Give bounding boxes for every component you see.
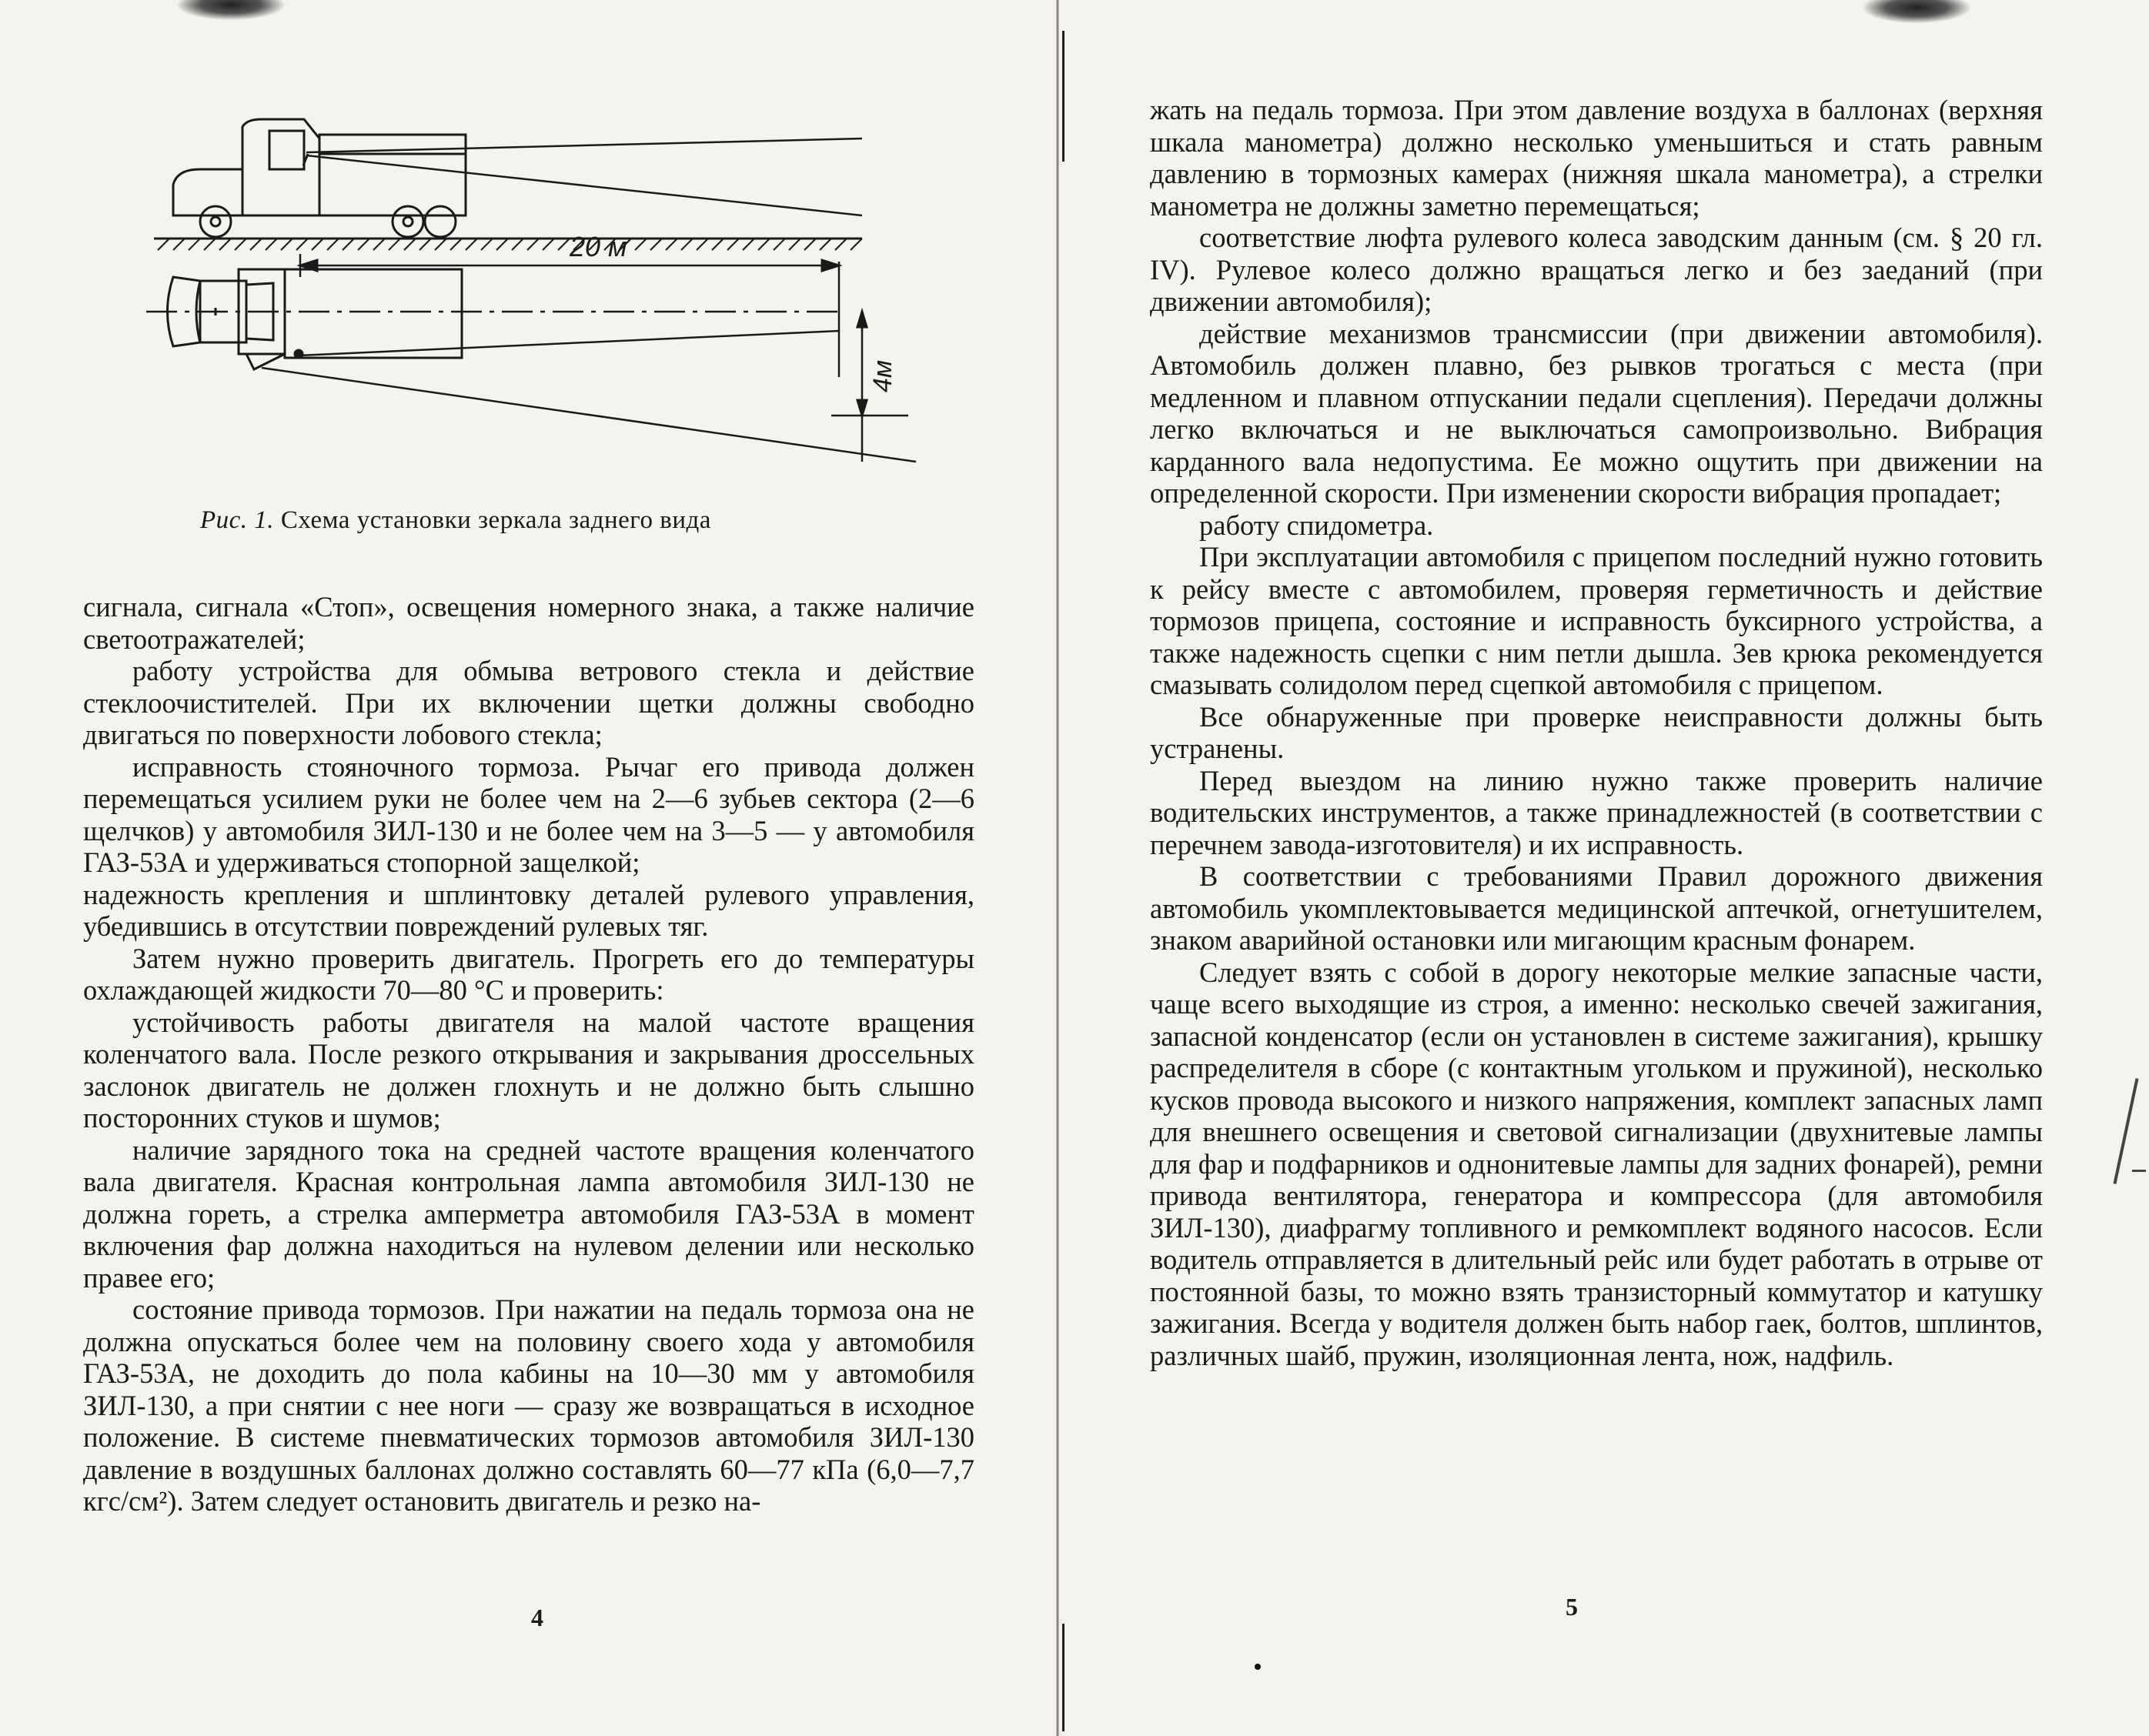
paragraph: действие механизмов трансмиссии (при движении автомобиля). Автомобиль должен плавно, без рывков трогаться с места (при медленном и плавном отпускании педали сцепления). Передачи должны легко включаться и не выключаться самопроизвольно. Вибрация карданного вала недопустима. Ее можно ощутить при движении на определенной скорости. При изменении скорости вибрация пропадает; [1150, 317, 2043, 509]
view-line-inner [299, 331, 839, 356]
paragraph: исправность стояночного тормоза. Рычаг его привода должен перемещаться усилием руки не более чем на 2—6 зубьев сектора (2—6 щелчков) у автомобиля ЗИЛ-130 и не более чем на 3—5 — у автомобиля ГАЗ-53А и удерживаться стопорной защелкой; [83, 750, 974, 878]
view-line-outer [262, 368, 916, 462]
truck-side-view [173, 119, 466, 237]
figure-label-4m: 4м [868, 359, 897, 392]
ground-hatching [158, 239, 862, 250]
paragraph: Следует взять с собой в дорогу некоторые мелкие запасные части, чаще всего выходящие из строя, а именно: несколько свечей зажигания, запасной конденсатор (если он установлен в системе зажигания), крышку распределителя в сборе (с контактным угольком и пружиной), несколько кусков провода высокого и низкого напряжения, комплект запасных ламп для внешнего освещения и световой сигнализации (двухнитевые лампы для фар и подфарников и однонитевые лампы для задних фонарей), ремни привода вентилятора, генератора и компрессора (для автомобиля ЗИЛ-130), диафрагму топливного и ремкомплект водяного насосов. Если водитель отправляется в длительный рейс или будет работать в отрыве от постоянной базы, то можно взять транзисторный коммутатор и катушку зажигания. Всегда у водителя должен быть набор гаек, болтов, шплинтов, различных шайб, пружин, изоляционная лента, нож, надфиль. [1150, 956, 2043, 1371]
figure-caption-text: Схема установки зеркала заднего вида [280, 506, 711, 534]
paragraph: В соответствии с требованиями Правил дорожного движения автомобиль укомплектовывается медицинской аптечкой, огнетушителем, знаком аварийной остановки или мигающим красным фонарем. [1150, 860, 2043, 956]
ink-speck [1255, 1664, 1261, 1670]
mirror-installation-figure [139, 108, 924, 500]
paragraph: Затем нужно проверить двигатель. Прогреть его до температуры охлаждающей жидкости 70—80 °С и проверить: [83, 942, 974, 1006]
paragraph: соответствие люфта рулевого колеса заводским данным (см. § 20 гл. IV). Рулевое колесо должно вращаться легко и без заеданий (при движении автомобиля); [1150, 222, 2043, 317]
left-page-body [83, 591, 974, 1517]
paragraph: работу устройства для обмыва ветрового стекла и действие стеклоочистителей. При их включении щетки должны свободно двигаться по поверхности лобового стекла; [83, 655, 974, 750]
sight-line-upper [306, 139, 862, 152]
paragraph: состояние привода тормозов. При нажатии на педаль тормоза она не должна опускаться более чем на половину своего хода у автомобиля ГАЗ-53А, не доходить до пола кабины на 10—30 мм у автомобиля ЗИЛ-130, а при снятии с нее ноги — сразу же возвращаться в исходное положение. В системе пневматических тормозов автомобиля ЗИЛ-130 давление в воздушных баллонах должно составлять 60—77 кПа (6,0—7,7 кгс/см²). Затем следует остановить двигатель и резко на- [83, 1294, 974, 1517]
sight-line-lower [306, 155, 862, 215]
figure-caption-ref: Рис. 1. [200, 506, 275, 534]
right-page-body [1150, 94, 2043, 1371]
paragraph: Все обнаруженные при проверке неисправности должны быть устранены. [1150, 700, 2043, 764]
page-number: 4 [531, 1604, 543, 1631]
paragraph: При эксплуатации автомобиля с прицепом последний нужно готовить к рейсу вместе с автомобилем, проверяя герметичность и действие тормозов прицепа, состояние и исправность буксирного устройства, а также надежность сцепки с ним петли дышла. Зев крюка рекомендуется смазывать солидолом перед сцепкой автомобиля с прицепом. [1150, 541, 2043, 700]
figure-label-20m: 20 м [570, 231, 627, 262]
paragraph: наличие зарядного тока на средней частоте вращения коленчатого вала двигателя. Красная контрольная лампа автомобиля ЗИЛ-130 не должна гореть, а стрелка амперметра автомобиля ГАЗ-53А в момент включения фар должна находиться на нулевом делении или несколько правее его; [83, 1133, 974, 1294]
right-page [1059, 0, 2149, 1736]
paragraph: работу спидометра. [1199, 509, 1434, 541]
paragraph: жать на педаль тормоза. При этом давление воздуха в баллонах (верхняя шкала манометра) должно несколько уменьшиться и стать равным давлению в тормозных камерах (нижняя шкала манометра), а стрелки манометра не должны заметно перемещаться; [1150, 94, 2043, 222]
paragraph: сигнала, сигнала «Стоп», освещения номерного знака, а также наличие светоотражателей; [83, 591, 974, 655]
figure-caption [200, 505, 893, 536]
left-page [0, 0, 1056, 1736]
paragraph: устойчивость работы двигателя на малой частоте вращения коленчатого вала. После резкого открывания и закрывания дроссельных заслонок двигатель не должен глохнуть и не должно быть слышно посторонних стуков и шумов; [83, 1006, 974, 1133]
paragraph: надежность крепления и шплинтовку деталей рулевого управления, убедившись в отсутствии повреждений рулевых тяг. [83, 878, 974, 942]
page-number: 5 [1566, 1593, 1578, 1621]
paragraph: Перед выездом на линию нужно также проверить наличие водительских инструментов, а также принадлежностей (в соответствии с перечнем завода-изготовителя) и их исправность. [1150, 764, 2043, 860]
